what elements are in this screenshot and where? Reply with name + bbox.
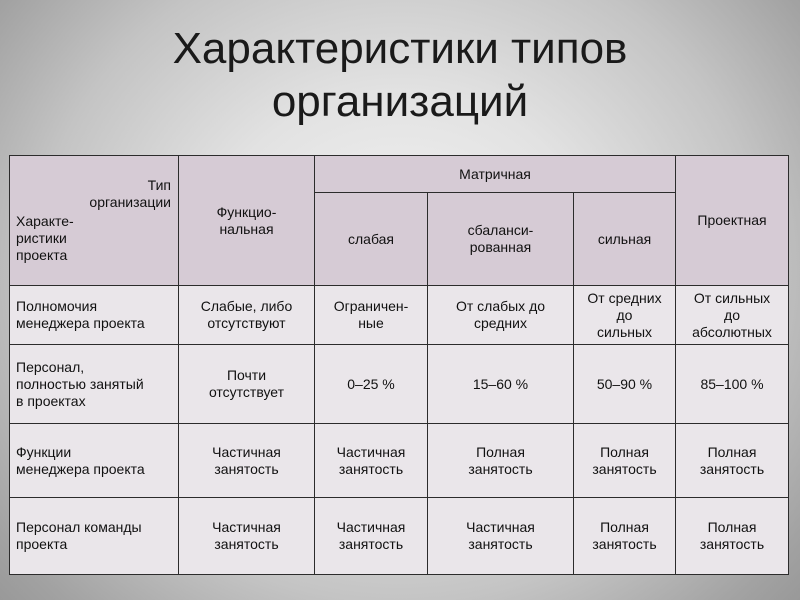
slide-title-line-1: Характеристики типов [172,24,628,73]
cell-matrix-balanced [428,498,574,575]
row-label [10,424,179,498]
cell-matrix-balanced [428,286,574,345]
cell-functional [179,498,315,575]
cell-matrix-strong [574,345,676,424]
cell-line: Частичная [336,443,406,460]
corner-header-cell [10,156,179,286]
table-row [10,345,789,424]
cell-line: 15–60 % [472,375,529,392]
cell-line: Почти [226,367,267,383]
row-label-line: проекта [16,536,68,552]
cell-line: Ограничен- [333,298,409,314]
header-projected: Проектная [676,156,789,286]
cell-projected [676,424,789,498]
header-matrix-balanced-line-2: рованная [469,239,532,255]
cell-matrix-strong [574,286,676,345]
cell-line: Частичная [336,519,406,535]
corner-org-type-line-1: Тип [147,177,171,193]
slide-title [0,22,800,128]
row-label-line: менеджера проекта [16,460,145,477]
row-label-line: Полномочия [16,298,98,314]
cell-line: отсутствуют [207,315,286,331]
cell-line: 50–90 % [596,375,653,392]
cell-matrix-weak [315,286,428,345]
cell-line: сильных [596,323,653,340]
header-functional-line-2: нальная [219,220,274,237]
row-label-line: менеджера проекта [16,315,145,331]
cell-line: Частичная [466,519,535,535]
header-matrix: Матричная [315,156,676,193]
cell-functional [179,345,315,424]
cell-line: занятость [214,536,279,552]
cell-line: 85–100 % [700,375,764,392]
cell-line: занятость [699,460,765,477]
row-label [10,345,179,424]
cell-line: отсутствует [208,384,285,400]
table-row [10,498,789,575]
cell-functional [179,424,315,498]
cell-line: Полная [600,443,649,460]
cell-line: Полная [707,443,757,460]
corner-characteristics-line-1: Характе- [16,213,74,229]
row-label [10,498,179,575]
row-label-line: полностью занятый [16,375,144,392]
cell-matrix-strong [574,424,676,498]
cell-line: абсолютных [692,323,772,340]
cell-line: занятость [468,536,533,552]
cell-matrix-weak [315,498,428,575]
table-row [10,424,789,498]
cell-line: Полная [707,519,757,535]
corner-characteristics-line-2: ристики [16,230,67,246]
header-matrix-weak: слабая [315,193,428,286]
row-label-line: в проектах [16,392,86,409]
cell-line: От сильных [693,289,771,306]
cell-line: занятость [699,536,765,552]
cell-line: От слабых до [455,298,546,314]
slide-title-line-2: организаций [271,77,529,126]
corner-org-type-label [16,177,175,211]
header-functional [179,156,315,286]
cell-line: От средних [587,289,662,306]
cell-line: Слабые, либо [200,298,293,314]
corner-org-type-line-2: организации [89,194,171,210]
row-label-line: Персонал команды [16,519,142,535]
cell-matrix-weak [315,345,428,424]
cell-projected [676,286,789,345]
cell-line: занятость [214,460,279,477]
cell-line: занятость [592,460,657,477]
header-matrix-strong: сильная [574,193,676,286]
row-label-line: Функции [16,443,72,460]
row-label [10,286,179,345]
cell-line: занятость [592,536,657,552]
header-row-1 [10,156,789,193]
cell-line: Частичная [212,443,281,460]
organization-types-table [9,155,789,575]
cell-matrix-strong [574,498,676,575]
cell-line: до [724,306,740,323]
header-functional-line-1: Функцио- [216,203,277,220]
cell-line: 0–25 % [347,375,395,392]
cell-line: Полная [476,443,525,460]
corner-project-characteristics-label [16,213,175,264]
row-label-line: Персонал, [16,358,85,375]
cell-projected [676,498,789,575]
header-matrix-balanced-line-1: сбаланси- [467,222,534,238]
header-matrix-balanced [428,193,574,286]
cell-matrix-balanced [428,345,574,424]
cell-functional [179,286,315,345]
cell-line: занятость [338,460,404,477]
cell-line: Полная [600,519,649,535]
cell-projected [676,345,789,424]
cell-line: до [616,306,633,323]
cell-line: занятость [468,460,533,477]
cell-line: ные [358,315,384,331]
cell-matrix-balanced [428,424,574,498]
cell-line: занятость [338,536,404,552]
cell-matrix-weak [315,424,428,498]
cell-line: Частичная [212,519,281,535]
corner-characteristics-line-3: проекта [16,247,68,263]
table-row [10,286,789,345]
cell-line: средних [474,315,527,331]
